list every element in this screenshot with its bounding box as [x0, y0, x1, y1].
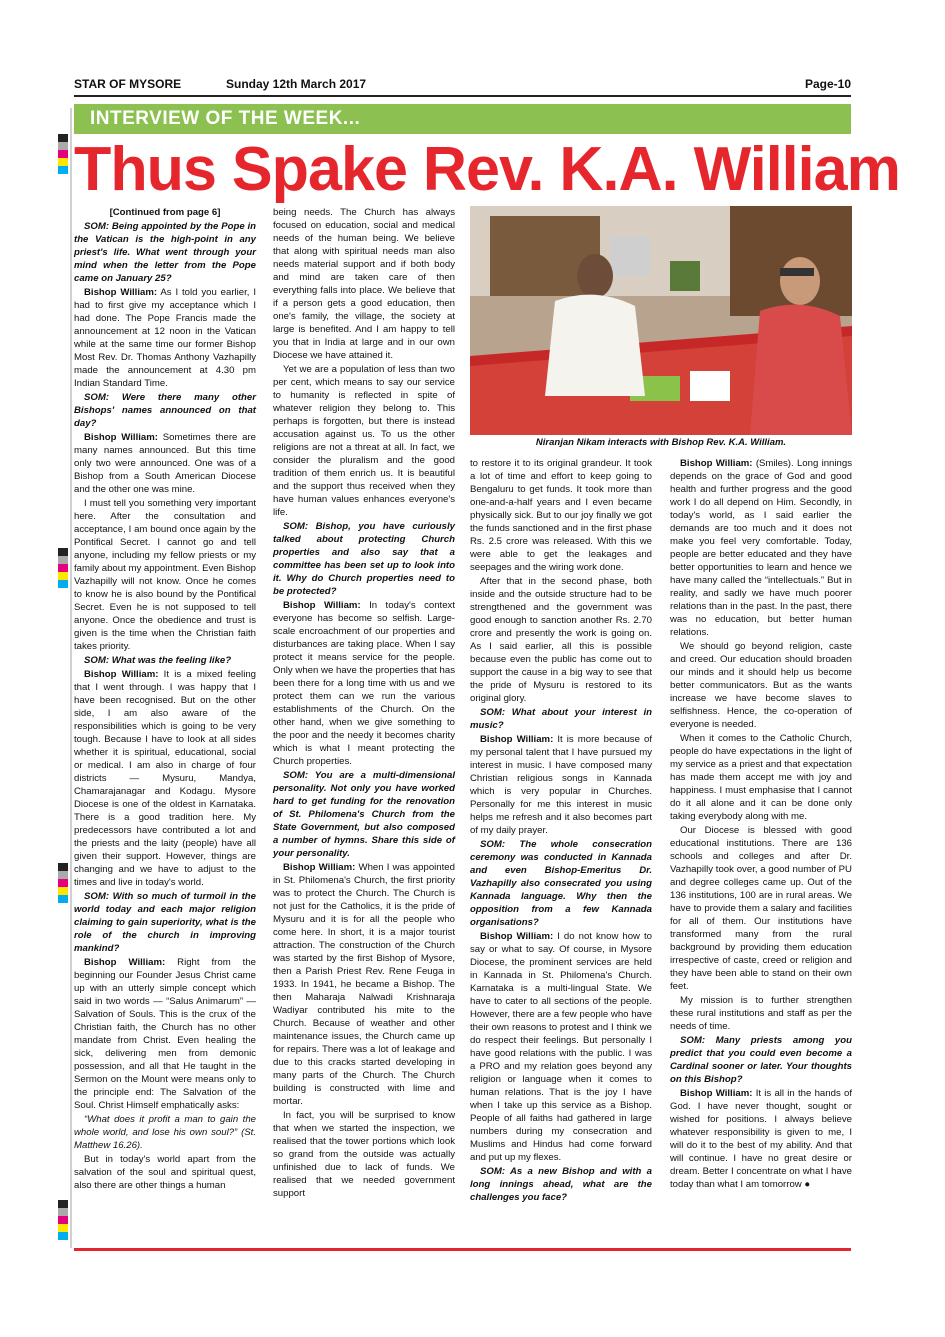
article-column-1: [74, 206, 256, 1193]
section-banner: [74, 104, 851, 134]
header-rule: [74, 95, 851, 97]
article-column-4: [670, 457, 852, 1192]
article-column-3: [470, 457, 652, 1205]
question: SOM: As a new Bishop and with a long innings ahead, what are the challenges you face?: [470, 1166, 652, 1203]
question: SOM: With so much of turmoil in the world today and each major religion claiming to gain superiority, what is the role of the church in improving mankind?: [74, 891, 256, 954]
question: SOM: Bishop, you have curiously talked about protecting Church properties and also say that a committee has been set up to look into it. Why do Church properties need to be protected?: [273, 521, 455, 597]
answer: Bishop William: Sometimes there are many names announced. But this time only two were announced. One was of a Bishop from a South American Diocese and the other one was mine.: [74, 432, 257, 495]
paragraph: My mission is to further strengthen these rural institutions and staff as per the needs of time.: [670, 995, 852, 1032]
answer: Bishop William: As I told you earlier, I had to first give my acceptance which I had done. The Pope Francis made the announcement at 12 noon in the Vatican while at the same time our former Bishop Most Rev. Dr. Thomas Anthony Vazhapilly made the announcement at 4.30 pm Indian Standard Time.: [74, 287, 256, 389]
paragraph: In fact, you will be surprised to know that when we started the inspection, we realised that the tower portions which look so grand from the outside was actually unfinished due to lack of funds. We realised that we needed government support: [273, 1110, 455, 1199]
answer: Bishop William: It is more because of my personal talent that I have pursued my interest in music. I have composed many Christian religious songs in Kannada which is very popular in Churches. Personally for me this interest in music helps me refresh and it also becomes part of my daily prayer.: [470, 734, 653, 836]
question: SOM: You are a multi-dimensional personality. Not only you have worked hard to get funding for the renovation of St. Philomena's Church from the State Government, but also composed a number of hymns. Share this side of your personality.: [273, 770, 455, 859]
paragraph: Our Diocese is blessed with good educational institutions. There are 136 schools and colleges and after Dr. Vazhapilly took over, a good number of PU and degree colleges came up. Out of the 136 institutions, 100 are in rural areas. We have to provide them a salary and facilities for all of them. Our institutions have transformed many from the rural background by providing them education irrespective of caste, creed or religion and they have been able to stand on their own feet.: [670, 825, 852, 992]
photo-illustration: [470, 206, 852, 435]
question: SOM: Were there many other Bishops' names announced on that day?: [74, 392, 256, 429]
headline: Thus Spake Rev. K.A. William: [74, 135, 900, 204]
newspaper-name: STAR OF MYSORE: [74, 77, 182, 91]
registration-marks-2: [58, 863, 68, 903]
registration-marks-3: [58, 1200, 68, 1240]
section-title: INTERVIEW OF THE WEEK...: [90, 108, 361, 129]
answer: Bishop William: Right from the beginning our Founder Jesus Christ came up with an utterly simple concept which said in two words — “Salus Animarum” — Salvation of Souls. This is the crux of the Christian faith, the Church has no other mandate from Christ. Even healing the sick, delivering men from demonic possession, and all that He taught in the Sermon on the Mount were means only to the principle end: The Salvation of the Soul. Christ Himself emphatically asks:: [74, 957, 256, 1111]
question: SOM: Many priests among you predict that you could even become a Cardinal sooner or later. Your thoughts on this Bishop?: [670, 1035, 852, 1085]
page-header: [74, 77, 851, 95]
answer: Bishop William: I do not know how to say or what to say. Of course, in Mysore Diocese, the prominent services are held in Kannada in St. Philomena's Church. Karnataka is a multi-lingual State. We have to cater to all sections of the people. However, there are a few people who have their own reasons to protest and I think we do respect their feelings. But personally I have good relations with the public. I was a PRO and my relation goes beyond any religion or language when it comes to human relations. That is the joy I have when I take up this service as a Bishop. People of all faiths had gathered in large numbers during my consecration and Muslims and Hindus had come forward and put up my flexes.: [470, 931, 652, 1163]
question: SOM: What was the feeling like?: [84, 655, 232, 666]
answer: Bishop William: When I was appointed in St. Philomena's Church, the first priority was to protect the Church. The Church is not just for the Catholics, it is the pride of Mysuru and it is for all the people who come here. In short, it is a major tourist attraction. The construction of the Church was started by the first Bishop of Mysore, then a Parish Priest Rev. Rene Feuga in 1933. In 1941, he became a Bishop. The then Maharaja Nalwadi Krishnaraja Wadiyar contributed his mite to the Church. Because of weather and other maintenance issues, the Church came up for repairs. There was a lot of leakage and due to this cracks started developing in many parts of the Church. The Church building is constructed with lime and mortar.: [273, 862, 455, 1107]
photo-caption: Niranjan Nikam interacts with Bishop Rev. K.A. William.: [535, 437, 787, 448]
paragraph: to restore it to its original grandeur. It took a lot of time and effort to keep going to Bengaluru to get funds. It took more than one-and-a-half years and I even became physically sick. But to our joy finally we got the funds sanctioned and in the first phase Rs. 2.5 crore was released. With this we were able to get the leakages and seepages and the wiring work done.: [470, 458, 652, 573]
answer: Bishop William: In today's context everyone has become so selfish. Large-scale encroachment of our properties and disturbances are taking place. When I say protect it means service for the people. Only when we have the properties that has been there for a long time with us and we protect them can we run the various establishments of the Church. On the other hand, when we give something to the poor and the needy it becomes charity which is what I meant protecting the Church properties.: [273, 600, 456, 767]
registration-marks-top: [58, 134, 68, 174]
end-mark-icon: ●: [801, 1179, 811, 1190]
answer: Bishop William: It is a mixed feeling that I went through. I was happy that I have been recognised. But on the other side, I am also aware of the responsibilities which is going to be very tough. Because I have to look at all sides whether it is spiritual, educational, social or medical. I am also in charge of four districts — Mysuru, Mandya, Chamarajanagar and Kodagu. Mysore Diocese is one of the oldest in Karnataka. There is a good tradition here. My predecessors have contributed a lot and the priests and the laity (people) have all given their support. However, things are changing and we have to adjust to the times and live in today's world.: [74, 669, 256, 888]
paragraph: After that in the second phase, both inside and the outside structure had to be strengthened and the government was good enough to sanction another Rs. 2.70 crore and presently the work is going on. As I said earlier, all this is possible because even the public has come out to support the cause in a big way to see that the pride of Mysuru is restored to its original glory.: [470, 576, 652, 704]
footer-rule: [74, 1248, 851, 1251]
paragraph: When it comes to the Catholic Church, people do have expectations in the light of my service as a priest and that expectation has made them accept me with joy and happiness. I must emphasise that I cannot do it all alone and it can be done only taking everybody along with me.: [670, 733, 852, 822]
page-number: Page-10: [804, 77, 851, 91]
paragraph: Yet we are a population of less than two per cent, which means to say our service to humanity is reflected in spite of whatever religion they belong to. This perhaps is forgotten, but there is instead accusation against us. To us the other religions are not a threat at all. In fact, we consider the pluralism and the good tradition of them enrich us. It is beautiful and the support thus received when they have human values enhances everyone's life.: [273, 364, 455, 518]
paragraph: We should go beyond religion, caste and creed. Our education should broaden our minds and it should help us become better communicators. But as the wants increase we have become slaves to selfishness. Hence, the co-operation of everyone is needed.: [670, 641, 852, 730]
left-margin-rule: [70, 108, 72, 1248]
paragraph: being needs. The Church has always focused on education, social and medical needs of the human being. We believe that along with spiritual needs man also needs material support and if both body and mind are taken care of then everything falls into place. We believe that if a person gets a good education, then one's family, the village, the society at large is benefited. And I am happy to tell you that in India at large and in our own Diocese we have attained it.: [273, 207, 455, 361]
interview-photo: [470, 206, 852, 435]
registration-marks-1: [58, 548, 68, 588]
question: SOM: Being appointed by the Pope in the Vatican is the high-point in any priest's life. What went through your mind when the letter from the Pope came on January 25?: [74, 221, 256, 284]
paragraph: I must tell you something very important here. After the consultation and acceptance, I am bound once again by the Pontifical Secret. I cannot go and tell anyone, including my fellow priests or my family about my appointment. Even Bishop Vazhapilly will not know. Once he comes to know he is also bound by the Pontifical Secret. Even he is not supposed to tell anyone. Once the obedience and trust is given is the time when the Christian faith takes priority.: [74, 498, 256, 652]
paragraph: But in today's world apart from the salvation of the soul and spiritual quest, also there are other things a human: [74, 1154, 256, 1191]
question: SOM: The whole consecration ceremony was conducted in Kannada and even Bishop-Emeritus Dr. Vazhapilly also consecrated you using Kannada language. Why then the opposition from a few Kannada organisations?: [470, 839, 652, 928]
answer: Bishop William: It is all in the hands of God. I have never thought, sought or wished for positions. I always believe whatever responsibility is given to me, I will do it to the best of my ability. And that will continue. I have no great desire or dream. Better I concentrate on what I have today than what I am tomorrow ●: [670, 1088, 852, 1190]
question: SOM: What about your interest in music?: [470, 707, 652, 731]
answer: Bishop William: (Smiles). Long innings depends on the grace of God and good health and further progress and the good work I do all depend on Him. Secondly, in today's world, as I said earlier the demands are too much and it does not make you feel very comfortable. Today, people are better educated and they have better opportunities to learn and hence we have many called the “intellectuals.” But in reality, and sadly we have much poorer relations than in the past. In the past, there was no education, but better human relations.: [670, 458, 852, 638]
issue-date: Sunday 12th March 2017: [226, 77, 367, 91]
article-column-2: [273, 206, 455, 1201]
continued-note: [Continued from page 6]: [109, 207, 221, 218]
scripture-quote: “What does it profit a man to gain the whole world, and lose his own soul?” (St. Matthew 16.26).: [74, 1114, 256, 1151]
